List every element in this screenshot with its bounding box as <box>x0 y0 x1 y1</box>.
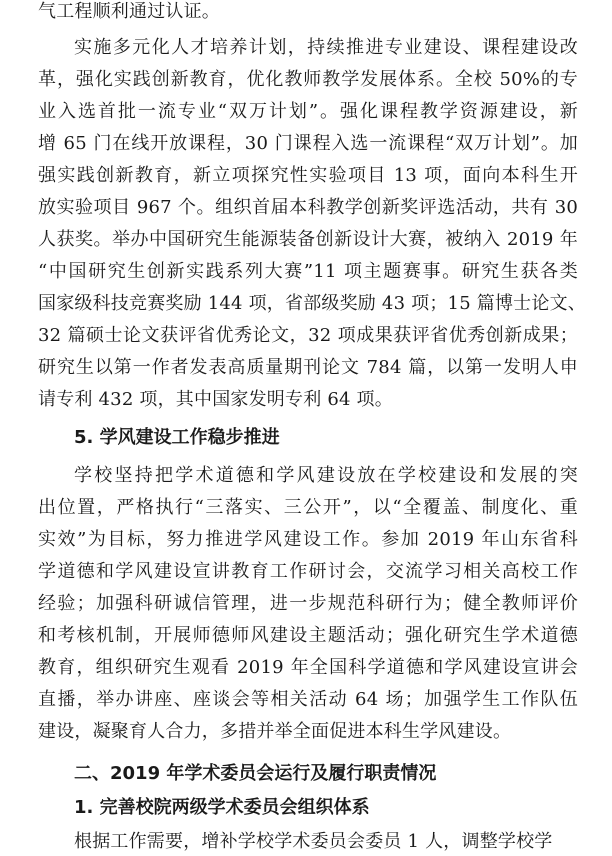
text-line: 业入选首批一流专业“双万计划”。强化课程教学资源建设，新 <box>38 101 578 122</box>
text-line: 32 篇硕士论文获评省优秀论文，32 项成果获评省优秀创新成果； <box>38 325 578 346</box>
text-line: 教育，组织研究生观看 2019 年全国科学道德和学风建设宣讲会 <box>38 657 578 678</box>
text-line: 直播，举办讲座、座谈会等相关活动 64 场；加强学生工作队伍 <box>38 689 578 710</box>
text-line: 增 65 门在线开放课程，30 门课程入选一流课程“双万计划”。加 <box>38 133 578 154</box>
text-line: 实效”为目标，努力推进学风建设工作。参加 2019 年山东省科 <box>38 529 578 550</box>
text-line: 气工程顺利通过认证。 <box>38 1 220 22</box>
text-line: 和考核机制，开展师德师风建设主题活动；强化研究生学术道德 <box>38 625 578 646</box>
text-line: “中国研究生创新实践系列大赛”11 项主题赛事。研究生获各类 <box>38 261 578 282</box>
text-line: 学校坚持把学术道德和学风建设放在学校建设和发展的突 <box>74 465 578 486</box>
text-line: 请专利 432 项，其中国家发明专利 64 项。 <box>38 389 393 410</box>
text-line: 国家级科技竞赛奖励 144 项，省部级奖励 43 项；15 篇博士论文、 <box>38 293 586 314</box>
text-line: 出位置，严格执行“三落实、三公开”，以“全覆盖、制度化、重 <box>38 497 578 518</box>
text-line: 强实践创新教育，新立项探究性实验项目 13 项，面向本科生开 <box>38 165 578 186</box>
section-heading: 5. 学风建设工作稳步推进 <box>74 427 280 448</box>
text-line: 建设，凝聚育人合力，多措并举全面促进本科生学风建设。 <box>38 721 512 742</box>
text-line: 经验；加强科研诚信管理，进一步规范科研行为；健全教师评价 <box>38 593 578 614</box>
text-line: 人获奖。举办中国研究生能源装备创新设计大赛，被纳入 2019 年 <box>38 229 578 250</box>
text-line: 根据工作需要，增补学校学术委员会委员 1 人，调整学校学 <box>74 831 553 852</box>
text-line: 革，强化实践创新教育，优化教师教学发展体系。全校 50%的专 <box>38 69 578 90</box>
section-heading: 1. 完善校院两级学术委员会组织体系 <box>74 797 370 818</box>
text-line: 学道德和学风建设宣讲教育工作研讨会，交流学习相关高校工作 <box>38 561 578 582</box>
text-line: 研究生以第一作者发表高质量期刊论文 784 篇，以第一发明人申 <box>38 357 578 378</box>
chapter-heading: 二、2019 年学术委员会运行及履行职责情况 <box>74 763 437 784</box>
text-line: 放实验项目 967 个。组织首届本科教学创新奖评选活动，共有 30 <box>38 197 578 218</box>
text-line: 实施多元化人才培养计划，持续推进专业建设、课程建设改 <box>74 37 578 58</box>
